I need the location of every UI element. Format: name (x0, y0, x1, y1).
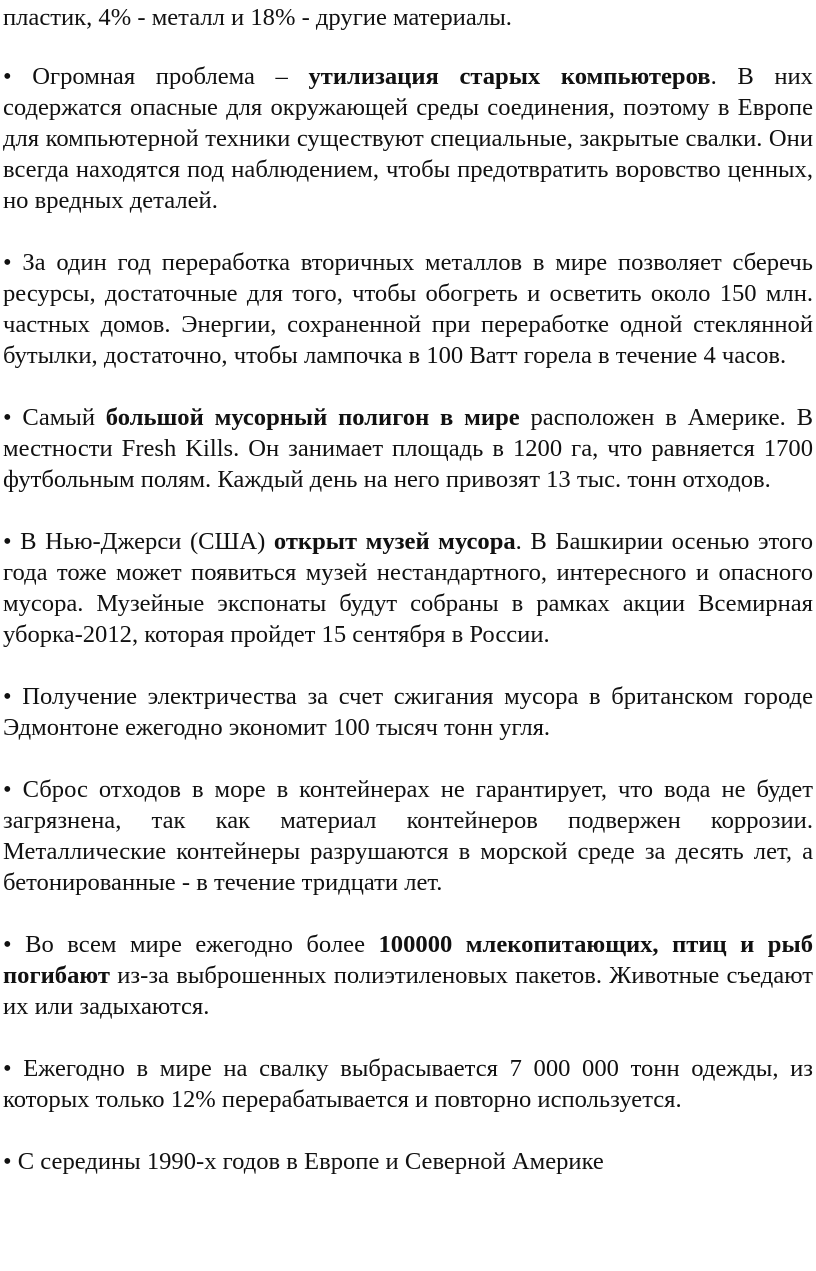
paragraph-text: • Получение электричества за счет сжигания мусора в британском городе Эдмонтоне ежегодно экономит 100 тысяч тонн угля. (3, 683, 813, 741)
paragraph-text: • Сброс отходов в море в контейнерах не гарантирует, что вода не будет загрязнена, так как материал контейнеров подвержен коррозии. Металлические контейнеры разрушаются в морской среде за десять лет, а бетонированные - в течение тридцати лет. (3, 776, 813, 896)
paragraph-text: расположен в Америке. В местности Fresh Kills. Он занимает площадь в 1200 га, что равняется 1700 футбольным полям. Каждый день на него привозят 13 тыс. тонн отходов. (3, 404, 813, 493)
paragraph-bold-text: открыт музей мусора (273, 528, 516, 555)
paragraph-computer-recycling (3, 61, 813, 216)
paragraph-garbage-museum (3, 526, 813, 650)
paragraph-text: . В них содержатся опасные для окружающей среды соединения, поэтому в Европе для компьютерной техники существуют специальные, закрытые свалки. Они всегда находятся под наблюдением, чтобы предотвратить воровство ценных, но вредных деталей. (3, 63, 813, 214)
paragraph-sea-disposal (3, 774, 813, 898)
paragraph-text: из-за выброшенных полиэтиленовых пакетов. Животные съедают их или задыхаются. (3, 962, 813, 1020)
paragraph-bold-text: 100000 млекопитающих, птиц и рыб погибают (3, 931, 813, 989)
paragraph-metal-recycling (3, 247, 813, 371)
paragraph-text: . В Башкирии осенью этого года тоже может появиться музей нестандартного, интересного и опасного мусора. Музейные экспонаты будут собраны в рамках акции Всемирная уборка-2012, которая пройдет 15 сентября в России. (3, 528, 813, 648)
paragraph-text: • Огромная проблема – (3, 63, 309, 90)
paragraph-animals (3, 929, 813, 1022)
paragraph-text: • Во всем мире ежегодно более (3, 931, 379, 958)
paragraph-electricity (3, 681, 813, 743)
paragraph-text: пластик, 4% - металл и 18% - другие материалы. (3, 4, 512, 31)
paragraph-landfill (3, 402, 813, 495)
paragraph-text: • С середины 1990-х годов в Европе и Северной Америке (3, 1148, 604, 1175)
paragraph-text: • В Нью-Джерси (США) (3, 528, 274, 555)
paragraph-text: • За один год переработка вторичных металлов в мире позволяет сберечь ресурсы, достаточные для того, чтобы обогреть и осветить около 150 млн. частных домов. Энергии, сохраненной при переработке одной стеклянной бутылки, достаточно, чтобы лампочка в 100 Ватт горела в течение 4 часов. (3, 249, 813, 369)
paragraph-since-1990 (3, 1146, 813, 1177)
paragraph-bold-text: утилизация старых компьютеров (308, 63, 711, 90)
paragraph-bold-text: большой мусорный полигон в мире (105, 404, 520, 431)
paragraph-clothing (3, 1053, 813, 1115)
paragraph-materials (3, 2, 813, 33)
paragraph-text: • Ежегодно в мире на свалку выбрасывается 7 000 000 тонн одежды, из которых только 12% перерабатывается и повторно используется. (3, 1055, 813, 1113)
paragraph-text: • Самый (3, 404, 106, 431)
